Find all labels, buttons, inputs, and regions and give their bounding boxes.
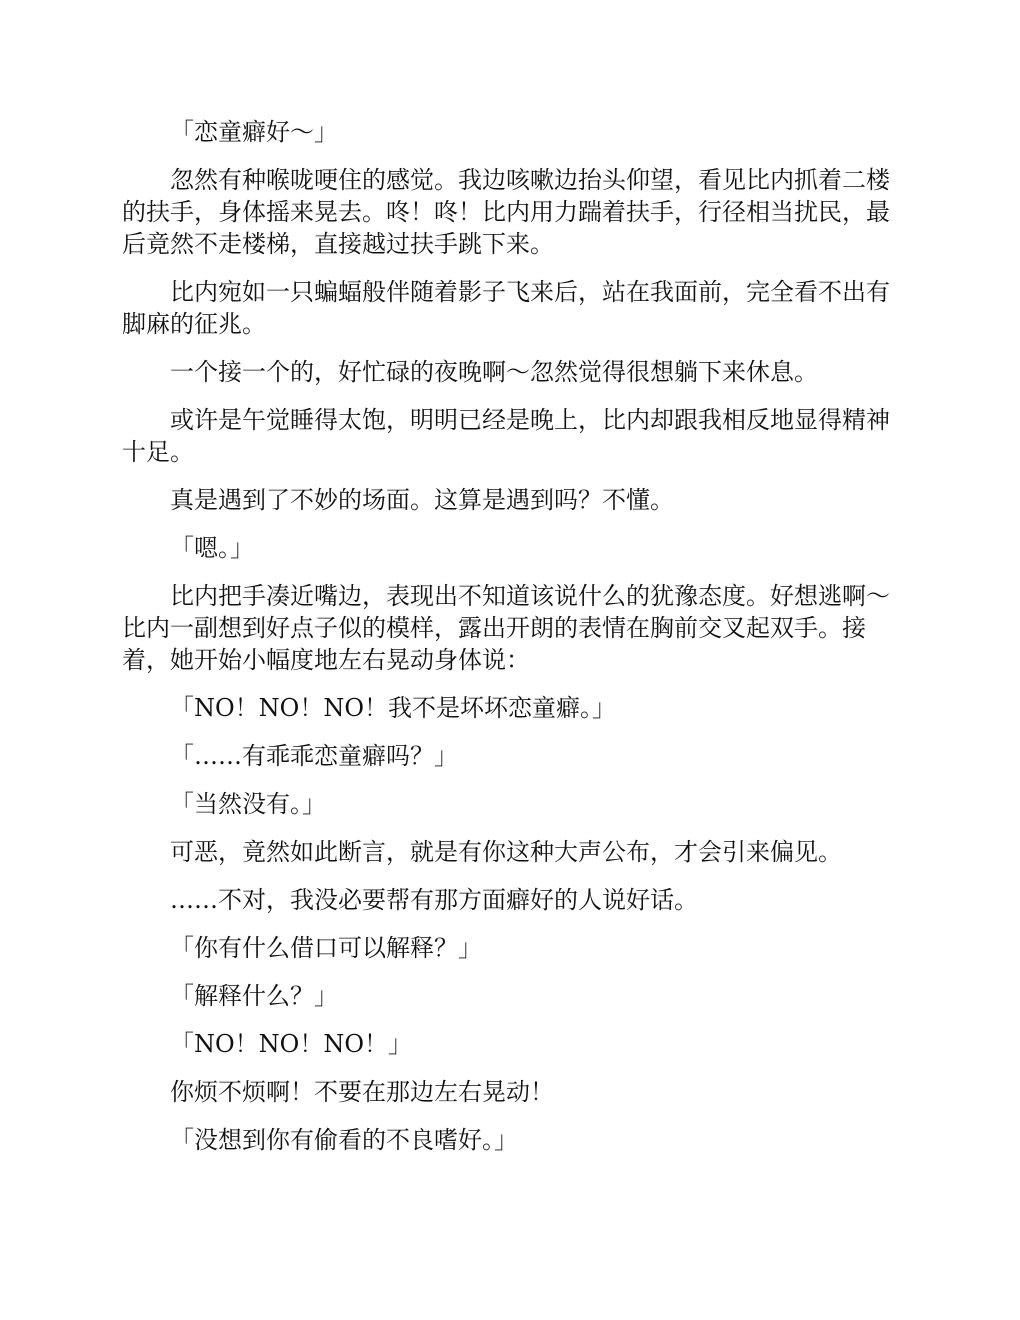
paragraph: 或许是午觉睡得太饱，明明已经是晚上，比内却跟我相反地显得精神十足。 [122,406,890,466]
paragraph: 忽然有种喉咙哽住的感觉。我边咳嗽边抬头仰望，看见比内抓着二楼的扶手，身体摇来晃去。咚！咚！比内用力踹着扶手，行径相当扰民，最后竟然不走楼梯，直接越过扶手跳下来。 [122,166,890,258]
paragraph: 「你有什么借口可以解释？」 [170,934,482,962]
paragraph: 「没想到你有偷看的不良嗜好。」 [170,1126,518,1154]
paragraph: 「嗯。」 [170,534,254,562]
paragraph: 「当然没有。」 [170,790,326,818]
paragraph: 比内把手凑近嘴边，表现出不知道该说什么的犹豫态度。好想逃啊～比内一副想到好点子似的模样，露出开朗的表情在胸前交叉起双手。接着，她开始小幅度地左右晃动身体说： [122,582,890,674]
paragraph: 一个接一个的，好忙碌的夜晚啊～忽然觉得很想躺下来休息。 [170,358,818,386]
paragraph: ……不对，我没必要帮有那方面癖好的人说好话。 [170,886,698,914]
document-page [122,116,898,1172]
paragraph: 「NO！NO！NO！」 [170,1030,413,1058]
paragraph: 「恋童癖好～」 [170,118,338,146]
paragraph: 可恶，竟然如此断言，就是有你这种大声公布，才会引来偏见。 [170,838,842,866]
paragraph: 比内宛如一只蝙蝠般伴随着影子飞来后，站在我面前，完全看不出有脚麻的征兆。 [122,278,890,338]
paragraph: 真是遇到了不妙的场面。这算是遇到吗？不懂。 [170,486,674,514]
paragraph: 你烦不烦啊！不要在那边左右晃动！ [170,1078,554,1106]
paragraph: 「NO！NO！NO！我不是坏坏恋童癖。」 [170,694,617,722]
paragraph: 「……有乖乖恋童癖吗？」 [170,742,458,770]
paragraph: 「解释什么？」 [170,982,338,1010]
